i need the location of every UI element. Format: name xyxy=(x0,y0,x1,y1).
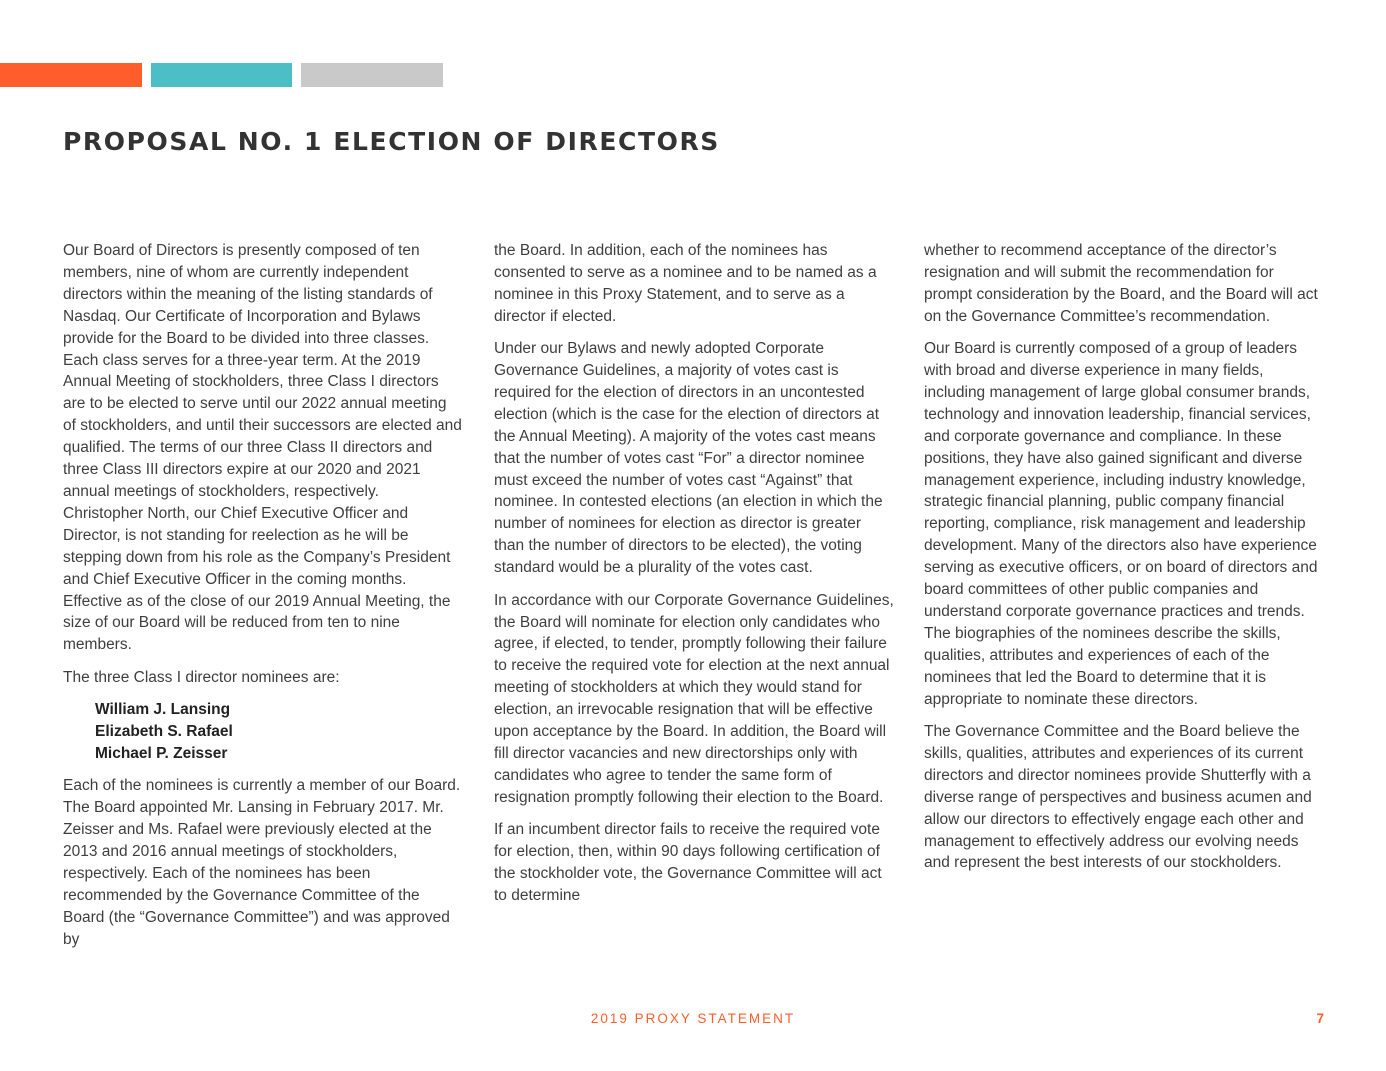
nominee-name: William J. Lansing xyxy=(95,701,231,719)
paragraph-majority-voting: Under our Bylaws and newly adopted Corporate Governance Guidelines, a majority of votes cast is required for the election of directors in an uncontested election (which is the case for the election of directors at the Annual Meeting). A majority of the votes cast means that the number of votes cast “For” a director nominee must exceed the number of votes cast “Against” that nominee. In contested elections (an election in which the number of nominees for election as director is greater than the number of directors to be elected), the voting standard would be a plurality of the votes cast. xyxy=(494,340,883,577)
accent-bar-orange xyxy=(0,63,142,87)
text-column-3 xyxy=(924,240,1324,885)
paragraph-resignation-review: whether to recommend acceptance of the director’s resignation and will submit the recommendation for prompt consideration by the Board, and the Board will act on the Governance Committee’s recommendation. xyxy=(924,242,1318,325)
paragraph-resignation-policy: In accordance with our Corporate Governance Guidelines, the Board will nominate for election only candidates who agree, if elected, to tender, promptly following their failure to receive the required vote for election at the next annual meeting of stockholders at which they would stand for election, an irrevocable resignation that will be effective upon acceptance by the Board. In addition, the Board will fill director vacancies and new directorships only with candidates who agree to tender the same form of resignation promptly following their election to the Board. xyxy=(494,591,894,806)
paragraph-board-composition: Our Board of Directors is presently composed of ten members, nine of whom are currently independent directors within the meaning of the listing standards of Nasdaq. Our Certificate of Incorporation and Bylaws provide for the Board to be divided into three classes. Each class serves for a three-year term. At the 2019 Annual Meeting of stockholders, three Class I directors are to be elected to serve until our 2022 annual meeting of stockholders, and until their successors are elected and qualified. The terms of our three Class II directors and three Class III directors expire at our 2020 and 2021 annual meetings of stockholders, respectively. Christopher North, our Chief Executive Officer and Director, is not standing for reelection as he will be stepping down from his role as the Company’s President and Chief Executive Officer in the coming months. Effective as of the close of our 2019 Annual Meeting, the size of our Board will be reduced from ten to nine members. xyxy=(63,242,462,654)
paragraph-nominees-intro: The three Class I director nominees are: xyxy=(63,668,340,686)
paragraph-board-belief: The Governance Committee and the Board believe the skills, qualities, attributes and experiences of its current directors and director nominees provide Shutterfly with a diverse range of perspectives and business acumen and allow our directors to effectively engage each other and management to effectively address our evolving needs and represent the best interests of our stockholders. xyxy=(924,723,1312,872)
text-column-2 xyxy=(494,240,894,917)
paragraph-nominee-consent: the Board. In addition, each of the nominees has consented to serve as a nominee and to be named as a nominee in this Proxy Statement, and to serve as a director if elected. xyxy=(494,242,877,325)
nominee-name: Elizabeth S. Rafael xyxy=(95,723,233,741)
accent-bar-gray xyxy=(301,63,443,87)
paragraph-failed-vote: If an incumbent director fails to receive the required vote for election, then, within 90 days following certification of the stockholder vote, the Governance Committee will act to determine xyxy=(494,821,882,904)
paragraph-board-experience: Our Board is currently composed of a group of leaders with broad and diverse experience in many fields, including management of large global consumer brands, technology and innovation leadership, financial services, and corporate governance and compliance. In these positions, they have also gained significant and diverse management experience, including industry knowledge, strategic financial planning, public company financial reporting, compliance, risk management and leadership development. Many of the directors also have experience serving as executive officers, or on board of directors and board committees of other public companies and understand corporate governance practices and trends. The biographies of the nominees describe the skills, qualities, attributes and experiences of each of the nominees that led the Board to determine that it is appropriate to nominate these directors. xyxy=(924,340,1318,708)
nominee-list xyxy=(63,699,463,765)
page-number: 7 xyxy=(1316,1011,1324,1026)
footer-label: 2019 PROXY STATEMENT xyxy=(590,1011,796,1026)
page-title: PROPOSAL NO. 1 ELECTION OF DIRECTORS xyxy=(63,127,720,156)
accent-bar-teal xyxy=(151,63,292,87)
paragraph-nominee-background: Each of the nominees is currently a member of our Board. The Board appointed Mr. Lansing in February 2017. Mr. Zeisser and Ms. Rafael were previously elected at the 2013 and 2016 annual meetings of stockholders, respectively. Each of the nominees has been recommended by the Governance Committee of the Board (the “Governance Committee”) and was approved by xyxy=(63,777,461,948)
text-column-1 xyxy=(63,240,463,961)
nominee-name: Michael P. Zeisser xyxy=(95,744,228,762)
